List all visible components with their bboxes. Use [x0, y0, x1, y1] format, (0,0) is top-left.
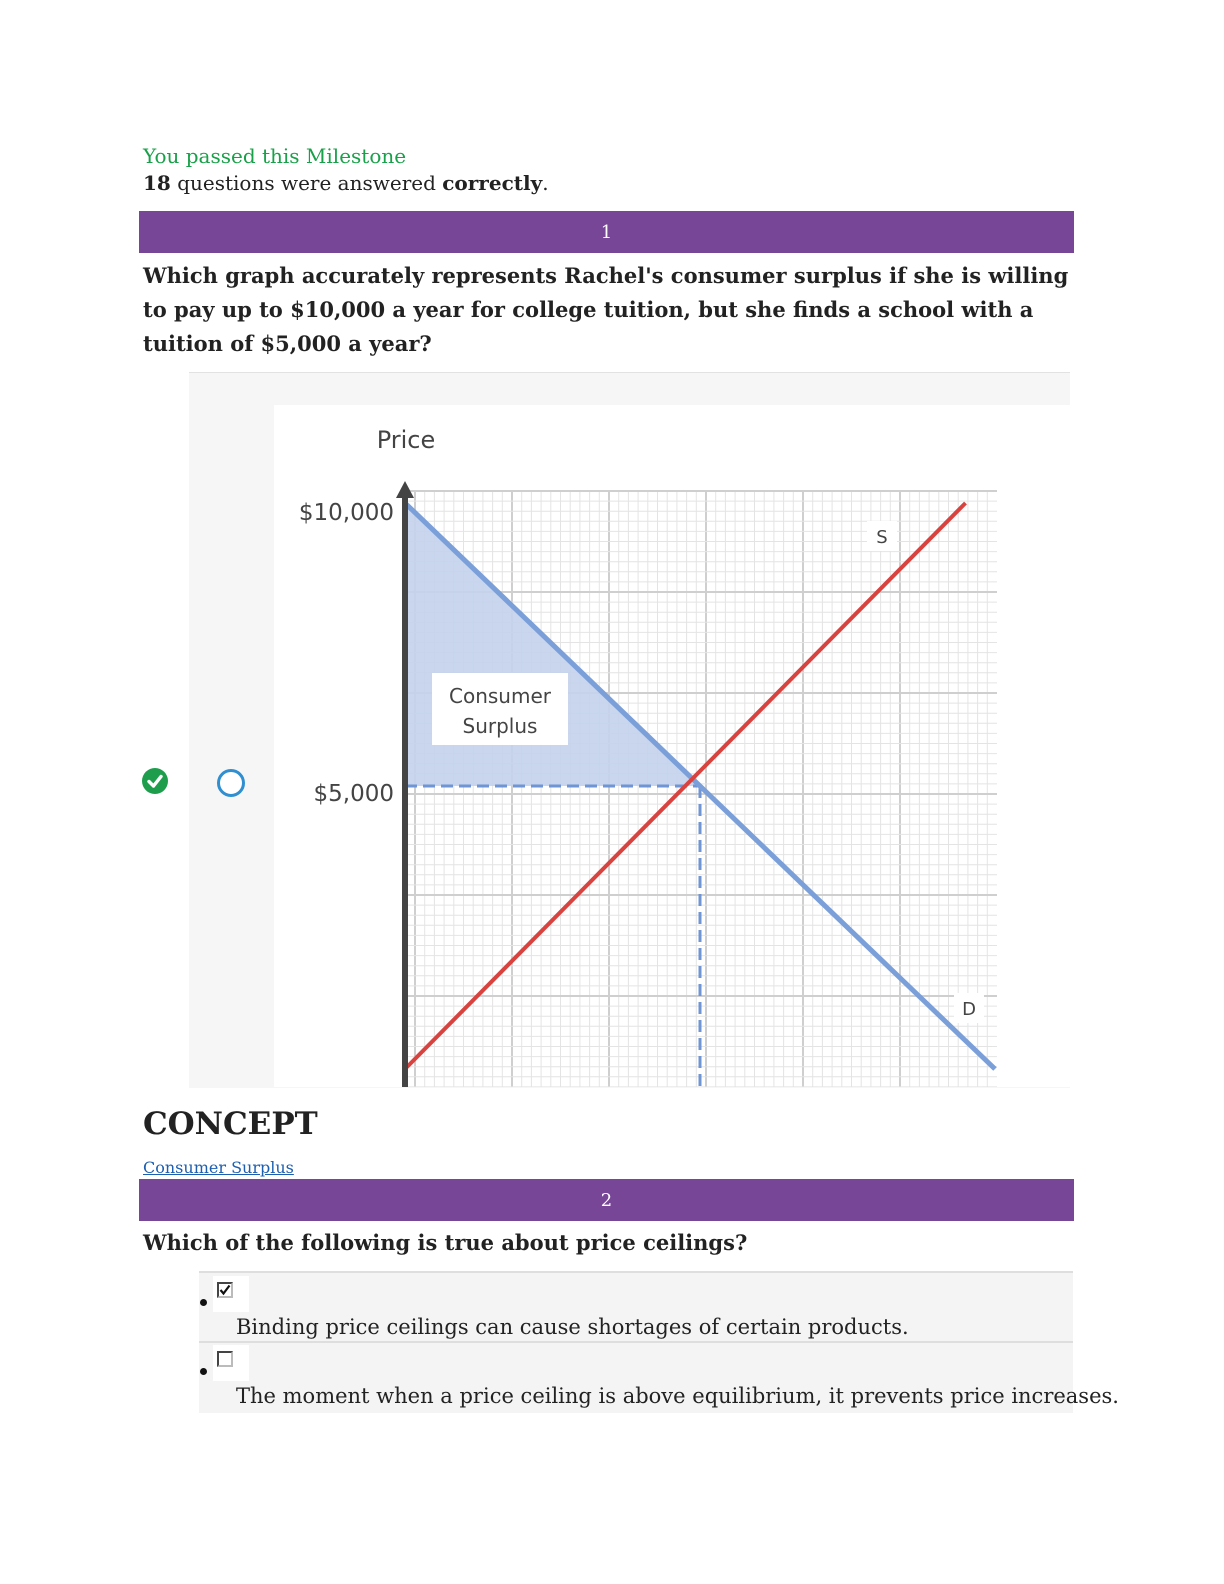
question-1-text: Which graph accurately represents Rachel's consumer surplus if she is willing to pay up to $10,000 a year for college tuition, but she finds a school with a tuition of $5,000 a year? — [143, 263, 1069, 356]
question-2-header — [139, 1179, 1074, 1221]
option-1-text: Binding price ceilings can cause shortages of certain products. — [236, 1315, 909, 1339]
concept-link[interactable]: Consumer Surplus — [143, 1158, 294, 1177]
option-2-text: The moment when a price ceiling is above equilibrium, it prevents price increases. — [236, 1384, 1119, 1408]
surplus-label-line1: Consumer — [449, 684, 551, 708]
question-2-number: 2 — [600, 1189, 613, 1211]
concept-heading: CONCEPT — [143, 1106, 318, 1142]
checkbox-square — [217, 1351, 233, 1367]
y-tick-10000: $10,000 — [298, 500, 394, 526]
y-axis-label: Price — [376, 426, 436, 454]
period: . — [542, 171, 549, 195]
question-1-number: 1 — [600, 221, 613, 243]
answered-summary — [143, 171, 549, 195]
surplus-label-line2: Surplus — [462, 714, 538, 738]
answered-text: questions were answered — [170, 171, 443, 195]
correct-check-icon — [142, 768, 168, 794]
bullet-icon — [200, 1299, 207, 1306]
correct-word: correctly — [442, 171, 543, 195]
option-1-checkbox[interactable] — [213, 1276, 249, 1312]
checkmark-icon — [217, 1282, 233, 1298]
consumer-surplus-chart — [189, 373, 1070, 1087]
correct-count: 18 — [143, 171, 171, 195]
option-2-checkbox[interactable] — [213, 1345, 249, 1381]
supply-label: S — [876, 527, 888, 548]
question-2-text: Which of the following is true about price ceilings? — [143, 1230, 748, 1255]
demand-label: D — [962, 999, 976, 1020]
bullet-icon — [200, 1368, 207, 1375]
checkmark-icon — [142, 768, 168, 794]
y-tick-5000: $5,000 — [313, 781, 394, 807]
milestone-status: You passed this Milestone — [143, 144, 407, 168]
question-1-header — [139, 211, 1074, 253]
